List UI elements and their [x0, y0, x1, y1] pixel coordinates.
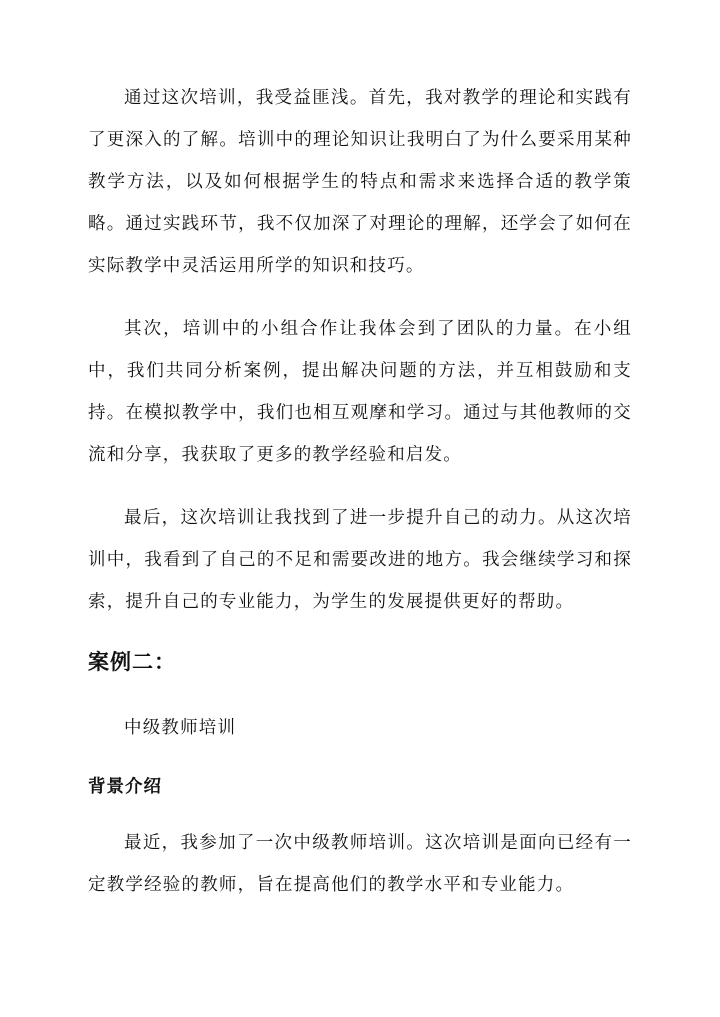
paragraph-reflection-3: 最后，这次培训让我找到了进一步提升自己的动力。从这次培训中，我看到了自己的不足和需要改进的地方。我会继续学习和探索，提升自己的专业能力，为学生的发展提供更好的帮助。 [88, 508, 632, 612]
case-subtitle: 中级教师培训 [124, 718, 237, 738]
background-paragraph: 最近，我参加了一次中级教师培训。这次培训是面向已经有一定教学经验的教师，旨在提高他们的教学水平和专业能力。 [88, 833, 632, 895]
paragraph-reflection-2: 其次，培训中的小组合作让我体会到了团队的力量。在小组中，我们共同分析案例，提出解决问题的方法，并互相鼓励和支持。在模拟教学中，我们也相互观摩和学习。通过与其他教师的交流和分享，我获取了更多的教学经验和启发。 [88, 319, 632, 465]
background-heading: 背景介绍 [88, 777, 162, 797]
case-heading: 案例二： [88, 650, 176, 674]
paragraph-reflection-1: 通过这次培训，我受益匪浅。首先，我对教学的理论和实践有了更深入的了解。培训中的理论知识让我明白了为什么要采用某种教学方法，以及如何根据学生的特点和需求来选择合适的教学策略。通过实践环节，我不仅加深了对理论的理解，还学会了如何在实际教学中灵活运用所学的知识和技巧。 [88, 88, 632, 276]
